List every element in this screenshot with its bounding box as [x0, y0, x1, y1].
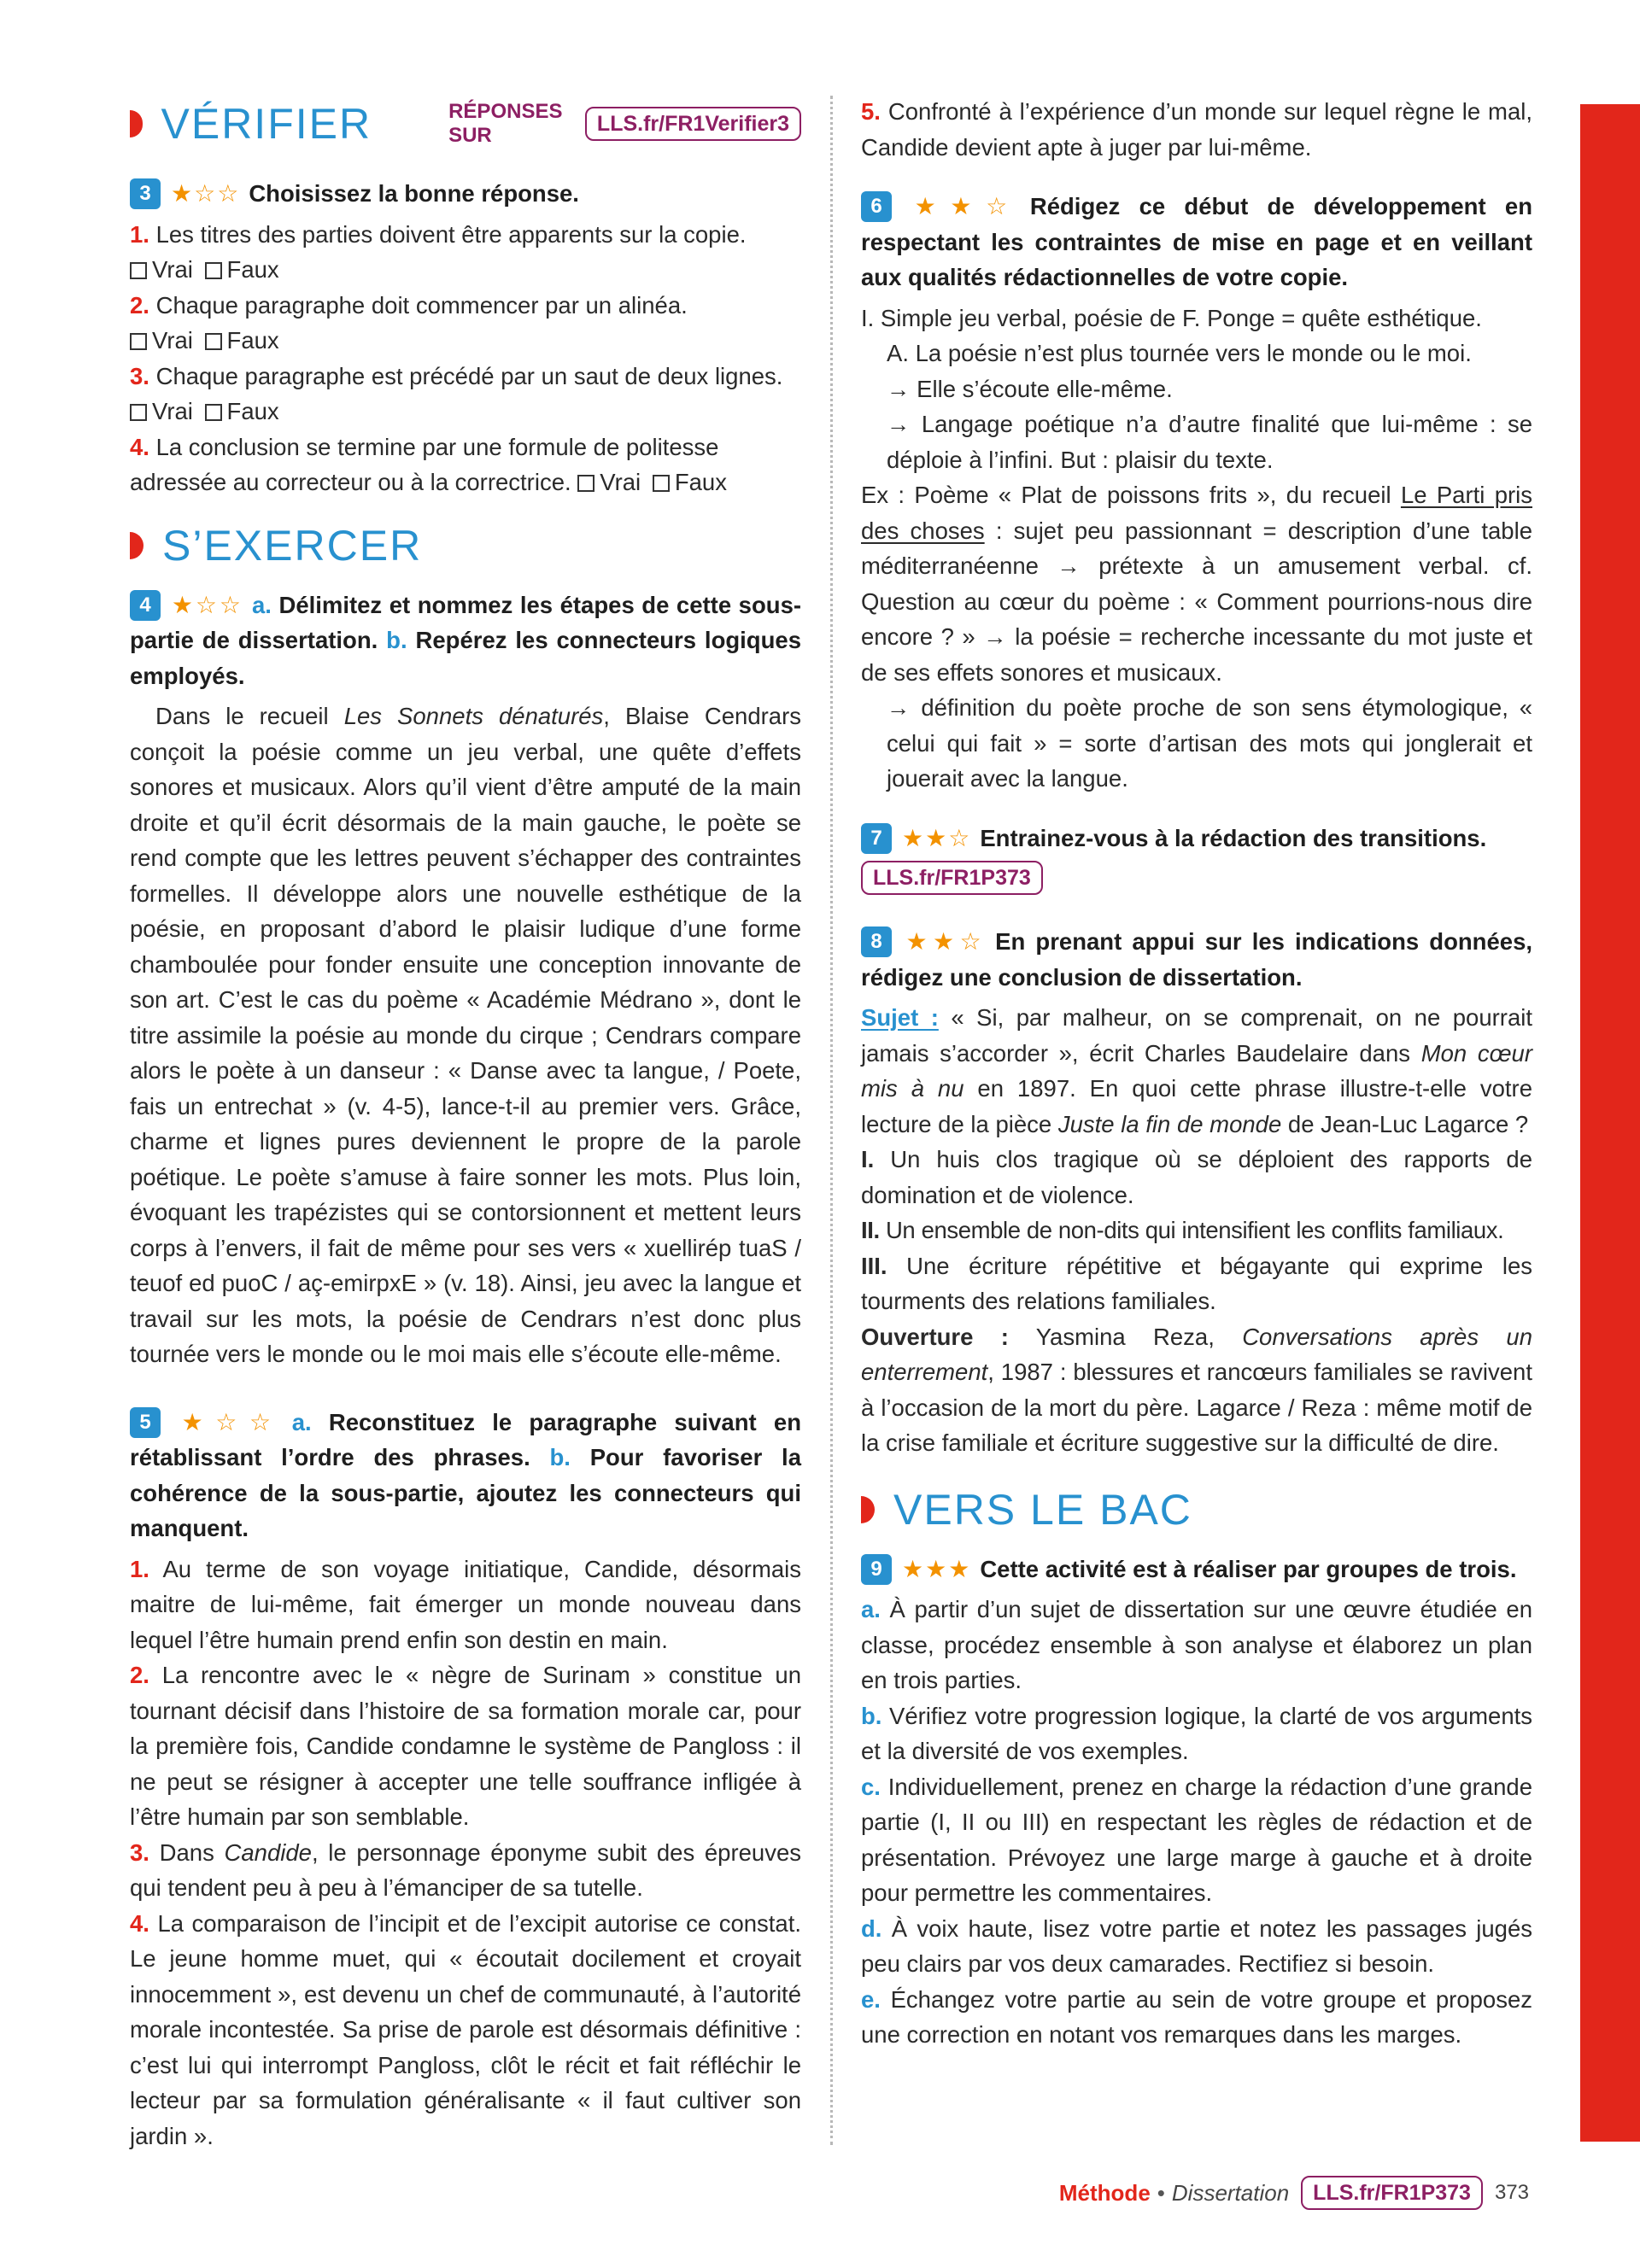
checkbox-label: Vrai — [152, 327, 193, 354]
half-circle-icon — [130, 532, 144, 559]
footer-dissertation: Dissertation — [1171, 2179, 1290, 2206]
exercise-4-paragraph — [130, 699, 801, 1372]
part-number: I. — [861, 1146, 875, 1172]
sentence-1 — [130, 1552, 801, 1658]
exercise-7-heading — [861, 821, 1532, 856]
checkbox-faux[interactable] — [205, 262, 222, 279]
section-verifier — [130, 94, 801, 154]
side-color-bar — [1580, 104, 1640, 2142]
right-column — [861, 94, 1532, 2053]
exercise-number-badge: 7 — [861, 823, 892, 854]
text: Une écriture répétitive et bégayante qui exprime les tourments des relations familiales. — [861, 1252, 1532, 1314]
exercise-number-badge: 6 — [861, 191, 892, 222]
exercise-instruction: Cette activité est à réaliser par groupes de trois. — [980, 1555, 1517, 1582]
exercise-5-heading — [130, 1405, 801, 1546]
opening — [861, 1319, 1532, 1461]
exercise-6-heading — [861, 189, 1532, 295]
answers-label: RÉPONSES SUR — [448, 100, 563, 147]
exercise-number-badge: 9 — [861, 1554, 892, 1585]
exercise-5-body — [130, 1552, 801, 2154]
checkbox-vrai[interactable] — [130, 404, 147, 421]
plan-part-1 — [861, 1142, 1532, 1213]
step-letter: a. — [861, 1596, 881, 1622]
step-text: À partir d’un sujet de dissertation sur une œuvre étudiée en classe, procédez ensemble à son analyse et élaborez un plan en trois parties. — [861, 1596, 1533, 1693]
difficulty-stars-icon: ★★☆ — [902, 824, 972, 851]
text: , 1987 : blessures et rancœurs familiales se ravivent à l’occasion de la mort du père. Lagarce / Reza : même motif de la crise familiale et écriture suggestive sur la difficulté de dire. — [861, 1359, 1532, 1456]
step-c — [861, 1769, 1532, 1911]
exercise-3-body — [130, 217, 801, 500]
work-title: Conversations après un enterrement — [861, 1323, 1532, 1385]
subject — [861, 1000, 1532, 1142]
footer-link[interactable]: LLS.fr/FR1P373 — [1301, 2176, 1483, 2210]
sentence-text: La comparaison de l’incipit et de l’excipit autorise ce constat. Le jeune homme muet, qui « écoutait docilement et croyait innocemment », est devenu un chef de communauté, à l’autorité morale incontestée. Sa prise de parole est désormais définitive : c’est lui qui interrompt Pangloss, clôt le récit et fait réfléchir le lecteur par sa formulation généralisante « il faut cultiver son jardin ». — [130, 1909, 802, 2149]
sentence-5 — [861, 94, 1532, 165]
part-number: II. — [861, 1217, 880, 1243]
sub-letter: a. — [291, 1408, 312, 1435]
step-a — [861, 1592, 1532, 1698]
plan-arrow-line: → définition du poète proche de son sens étymologique, « celui qui fait » = sorte d’artisan des mots qui jonglerait et jouerait avec la langue. — [887, 694, 1532, 792]
sentence-text: Confronté à l’expérience d’un monde sur lequel règne le mal, Candide devient apte à juger par lui-même. — [861, 98, 1532, 161]
section-exercer — [130, 516, 801, 576]
left-column — [130, 94, 801, 2154]
question-number: 3. — [130, 362, 149, 389]
half-circle-icon — [861, 1496, 875, 1523]
exercise-instruction: Pour favoriser la cohérence de la sous-partie, ajoutez les connecteurs qui manquent. — [130, 1444, 801, 1541]
question-1 — [130, 217, 801, 253]
checkbox-label: Faux — [226, 327, 279, 354]
checkbox-vrai[interactable] — [130, 262, 147, 279]
part-number: III. — [861, 1252, 887, 1279]
exercise-4-heading — [130, 587, 801, 694]
work-title: Juste la fin de monde — [1057, 1110, 1282, 1137]
question-text: Chaque paragraphe doit commencer par un alinéa. — [155, 291, 688, 319]
sub-letter: b. — [549, 1444, 571, 1470]
difficulty-stars-icon: ★★☆ — [902, 193, 1022, 219]
work-title: Le Parti pris des choses — [861, 482, 1533, 544]
sentence-4 — [130, 1906, 801, 2154]
checkbox-label: Vrai — [600, 469, 641, 495]
answer-choices-1 — [130, 252, 801, 288]
checkbox-vrai[interactable] — [130, 333, 147, 350]
text: Dans le recueil — [155, 703, 344, 729]
difficulty-stars-icon: ★☆☆ — [171, 180, 241, 207]
text: , Blaise Cendrars conçoit la poésie comme un jeu verbal, une quête d’effets sonores et musicaux. Alors qu’il vient d’être amputé de la main droite et qu’il écrit désormais de la main gauche, le poète se rend compte que les lettres peuvent s’échapper des contraintes formelles. Il développe alors une nouvelle esthétique de la poésie, en proposant d’abord le plaisir ludique d’une forme chamboulée pour fonder ensuite une conception innovante de son art. C’est le cas du poème « Académie Médrano », dont le titre assimile la poésie au monde du cirque ; Cendrars compare alors le poète à un danseur : « Danse avec ta langue, / Poete, fais un entrechat » (v. 4-5), lance-t-il au premier vers. Grâce, charme et lignes pures deviennent le propre de la parole poétique. Le poète s’amuse à faire sonner les mots. Plus loin, évoquant les trapézistes qui se contorsionnent et mettent leurs corps à l’envers, il fait de même pour ses vers « xuellirép tuaS / teuof ed puoC / aç-emirpxE » (v. 18). Ainsi, jeu avec la langue et travail sur les mots, la poésie de Cendrars n’est donc plus tournée vers le monde ou le moi mais elle s’écoute elle-même. — [130, 703, 801, 1367]
step-e — [861, 1982, 1532, 2053]
checkbox-label: Vrai — [152, 398, 193, 424]
page-footer — [1059, 2176, 1529, 2210]
exercise-number-badge: 4 — [130, 590, 161, 621]
sentence-text: La rencontre avec le « nègre de Surinam » constitue un tournant décisif dans l’histoire de sa formation morale car, pour la première fois, Candide condamne le système de Pangloss : il ne peut se résigner à accepter une telle souffrance infligée à l’être humain par son semblable. — [130, 1662, 801, 1830]
half-circle-icon — [130, 110, 143, 137]
sentence-text: , le personnage éponyme subit des épreuves qui tendent peu à peu à l’émanciper de sa tutelle. — [130, 1838, 801, 1901]
question-number: 2. — [130, 291, 149, 319]
step-text: Échangez votre partie au sein de votre groupe et proposez une correction en notant vos remarques dans les marges. — [861, 1985, 1532, 2048]
step-letter: c. — [861, 1773, 881, 1800]
sentence-2 — [130, 1657, 801, 1835]
column-divider — [830, 96, 833, 2145]
opening-label: Ouverture : — [861, 1323, 1009, 1350]
exercise-instruction: Entrainez-vous à la rédaction des transitions. — [980, 824, 1487, 851]
section-title: S’EXERCER — [162, 521, 423, 570]
text: Un ensemble de non-dits qui intensifient les conflits familiaux. — [879, 1217, 1504, 1243]
footer-separator: • — [1157, 2179, 1165, 2206]
sentence-number: 2. — [130, 1662, 149, 1688]
plan-arrow-line: → Langage poétique n’a d’autre finalité que lui-même : se déploie à l’infini. But : plaisir du texte. — [887, 411, 1532, 473]
step-letter: e. — [861, 1985, 881, 2013]
sentence-number: 5. — [861, 98, 881, 125]
footer-methode: Méthode — [1058, 2179, 1151, 2206]
exercise-7-link-row — [861, 861, 1532, 895]
sub-letter: b. — [386, 627, 407, 653]
step-d — [861, 1911, 1532, 1982]
question-text: Chaque paragraphe est précédé par un saut de deux lignes. — [155, 362, 783, 389]
difficulty-stars-icon: ★★★ — [902, 1555, 972, 1582]
exercise-instruction: Repérez les connecteurs logiques employés. — [130, 627, 801, 689]
work-title: Candide — [224, 1838, 312, 1866]
exercise-instruction: En prenant appui sur les indications données, rédigez une conclusion de dissertation. — [861, 928, 1533, 991]
checkbox-faux[interactable] — [205, 333, 222, 350]
plan-example — [861, 477, 1532, 690]
step-b — [861, 1698, 1532, 1769]
question-number: 4. — [130, 433, 149, 460]
subject-label: Sujet : — [861, 1004, 939, 1031]
step-letter: b. — [861, 1702, 882, 1729]
question-text: La conclusion se termine par une formule de politesse adressée au correcteur ou à la correctrice. — [130, 433, 719, 495]
plan-part-3 — [861, 1248, 1532, 1319]
work-title: Les Sonnets dénaturés — [343, 703, 604, 729]
sub-letter: a. — [251, 591, 272, 618]
step-letter: d. — [861, 1914, 882, 1942]
question-text: Les titres des parties doivent être apparents sur la copie. — [155, 220, 747, 248]
checkbox-vrai[interactable] — [577, 475, 594, 492]
page-number: 373 — [1494, 2181, 1529, 2204]
section-title: VERS LE BAC — [893, 1485, 1192, 1534]
text: Ex : Poème « Plat de poissons frits », du recueil — [861, 482, 1401, 508]
answers-box — [448, 100, 801, 148]
sentence-3 — [130, 1835, 801, 1906]
step-text: À voix haute, lisez votre partie et notez les passages jugés peu clairs par vos deux camarades. Rectifiez si besoin. — [861, 1914, 1532, 1977]
checkbox-label: Faux — [226, 256, 279, 283]
exercise-instruction: Rédigez ce début de développement en respectant les contraintes de mise en page et en veillant aux qualités rédactionnelles de votre copie. — [861, 193, 1533, 290]
answer-choices-2 — [130, 323, 801, 359]
plan-part-2 — [861, 1213, 1532, 1248]
exercise-9-body — [861, 1592, 1532, 2053]
exercise-number-badge: 8 — [861, 926, 892, 957]
exercise-6-body — [861, 301, 1532, 797]
difficulty-stars-icon: ★☆☆ — [171, 1408, 284, 1435]
exercise-number-badge: 5 — [130, 1407, 161, 1438]
exercise-8-heading — [861, 924, 1532, 995]
step-text: Vérifiez votre progression logique, la clarté de vos arguments et la diversité de vos exemples. — [861, 1702, 1533, 1764]
checkbox-label: Faux — [226, 398, 279, 424]
difficulty-stars-icon: ★☆☆ — [171, 591, 243, 618]
text: en 1897. En quoi cette phrase illustre-t-elle votre lecture de la pièce — [861, 1075, 1532, 1137]
sentence-number: 3. — [130, 1838, 149, 1866]
exercise-instruction: Reconstituez le paragraphe suivant en rétablissant l’ordre des phrases. — [130, 1408, 802, 1470]
plan-arrow-line: → Elle s’écoute elle-même. — [887, 375, 1173, 402]
section-title: VÉRIFIER — [161, 100, 372, 148]
text: Un huis clos tragique où se déploient des rapports de domination et de violence. — [861, 1146, 1532, 1208]
exercise-number-badge: 3 — [130, 178, 161, 209]
plan-part-1: I. Simple jeu verbal, poésie de F. Ponge = quête esthétique. — [861, 304, 1482, 331]
question-2 — [130, 288, 801, 324]
exercise-7-link[interactable]: LLS.fr/FR1P373 — [861, 861, 1043, 895]
plan-subpart-a: A. La poésie n’est plus tournée vers le monde ou le moi. — [887, 340, 1472, 366]
sentence-number: 4. — [130, 1909, 149, 1937]
text: : sujet peu passionnant = description d’une table méditerranéenne → prétexte à un amusement verbal. cf. Question au cœur du poème : « Comment pourrions-nous dire encore ? » → la poésie = recherche incessante du mot juste et de ses effets sonores et musicaux. — [861, 517, 1532, 686]
text: Yasmina Reza, — [1008, 1323, 1243, 1350]
sentence-text: Dans — [159, 1838, 225, 1866]
exercise-9-heading — [861, 1552, 1532, 1587]
question-number: 1. — [130, 220, 149, 248]
checkbox-faux[interactable] — [653, 475, 670, 492]
exercise-instruction: Choisissez la bonne réponse. — [249, 180, 579, 207]
difficulty-stars-icon: ★★☆ — [902, 928, 987, 955]
text: de Jean-Luc Lagarce ? — [1281, 1110, 1529, 1137]
exercise-8-body — [861, 1000, 1532, 1461]
checkbox-faux[interactable] — [205, 404, 222, 421]
sentence-text: Au terme de son voyage initiatique, Candide, désormais maitre de lui-même, fait émerger un monde nouveau dans lequel l’être humain prend enfin son destin en main. — [130, 1555, 802, 1653]
checkbox-label: Faux — [674, 469, 727, 495]
exercise-3-heading — [130, 176, 801, 212]
answers-link[interactable]: LLS.fr/FR1Verifier3 — [585, 107, 801, 141]
text: « Si, par malheur, on se comprenait, on ne pourrait jamais s’accorder », écrit Charles Baudelaire dans — [861, 1004, 1532, 1067]
question-4 — [130, 430, 801, 500]
step-text: Individuellement, prenez en charge la rédaction d’une grande partie (I, II ou III) en respectant les règles de rédaction et de présentation. Prévoyez une large marge à gauche et à droite pour permettre les commentaires. — [861, 1773, 1532, 1906]
section-bac — [861, 1480, 1532, 1540]
question-3 — [130, 359, 801, 430]
checkbox-label: Vrai — [152, 256, 193, 283]
sentence-number: 1. — [130, 1555, 149, 1582]
work-title: Mon cœur mis à nu — [861, 1039, 1532, 1102]
exercise-instruction: Délimitez et nommez les étapes de cette sous-partie de dissertation. — [130, 591, 802, 653]
